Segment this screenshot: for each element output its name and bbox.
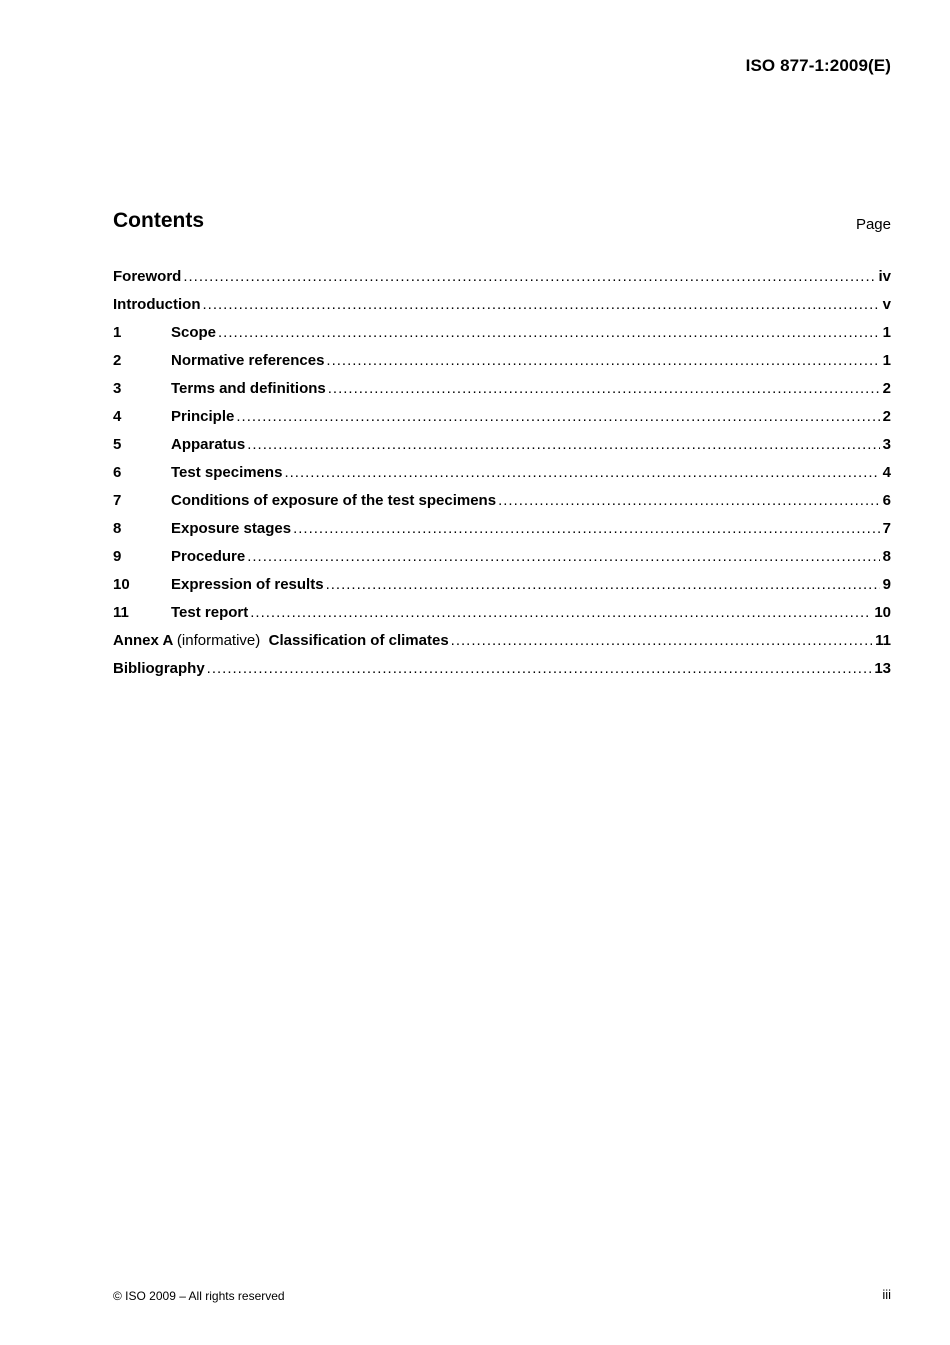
toc-entry-page: 10 xyxy=(874,604,891,621)
toc-entry-title: Exposure stages xyxy=(171,520,292,537)
toc-entry-number: 6 xyxy=(113,464,122,481)
toc-entry-page: v xyxy=(882,296,891,313)
toc-entry-page: 4 xyxy=(882,464,891,481)
toc-entry-test-specimens[interactable] xyxy=(113,464,891,492)
toc-entry-procedure[interactable] xyxy=(113,548,891,576)
toc-entry-title: Foreword xyxy=(113,268,182,285)
toc-entry-scope[interactable] xyxy=(113,324,891,352)
page-column-label: Page xyxy=(855,216,891,233)
dot-leader xyxy=(293,520,880,537)
toc-entry-number: 9 xyxy=(113,548,122,565)
toc-entry-page: 2 xyxy=(882,380,891,397)
toc-entry-number: 7 xyxy=(113,492,122,509)
copyright-notice: © ISO 2009 – All rights reserved xyxy=(113,1289,285,1303)
toc-entry-number: 5 xyxy=(113,436,122,453)
dot-leader xyxy=(451,632,872,649)
toc-entry-number: 2 xyxy=(113,352,122,369)
toc-entry-title: Terms and definitions xyxy=(171,380,326,397)
toc-entry-title: Procedure xyxy=(171,548,246,565)
toc-entry-exposure-stages[interactable] xyxy=(113,520,891,548)
document-id: ISO 877-1:2009(E) xyxy=(745,56,891,75)
toc-entry-number: 3 xyxy=(113,380,122,397)
toc-entry-page: 6 xyxy=(882,492,891,509)
toc-entry-page: iv xyxy=(878,268,891,285)
toc-entry-title: Test report xyxy=(171,604,249,621)
toc-entry-title: Normative references xyxy=(171,352,325,369)
page-number: iii xyxy=(882,1287,891,1302)
dot-leader xyxy=(218,324,880,341)
toc-entry-title: Scope xyxy=(171,324,217,341)
toc-entry-title xyxy=(113,632,449,649)
dot-leader xyxy=(247,436,879,453)
contents-heading: Contents xyxy=(113,209,204,232)
toc-entry-foreword[interactable] xyxy=(113,268,891,296)
dot-leader xyxy=(326,576,880,593)
toc-entry-page: 13 xyxy=(874,660,891,677)
dot-leader xyxy=(236,408,879,425)
toc-entry-page: 1 xyxy=(882,324,891,341)
toc-entry-title: Bibliography xyxy=(113,660,205,677)
dot-leader xyxy=(326,352,879,369)
toc-entry-conditions-of-exposure[interactable] xyxy=(113,492,891,520)
toc-entry-annex-a[interactable] xyxy=(113,632,891,660)
toc-entry-introduction[interactable] xyxy=(113,296,891,324)
toc-entry-number: 1 xyxy=(113,324,122,341)
toc-entry-title: Apparatus xyxy=(171,436,246,453)
dot-leader xyxy=(183,268,875,285)
toc-entry-normative-references[interactable] xyxy=(113,352,891,380)
toc-entry-title: Introduction xyxy=(113,296,201,313)
toc-entry-number: 11 xyxy=(113,604,129,621)
toc-entry-title: Test specimens xyxy=(171,464,283,481)
toc-entry-bibliography[interactable] xyxy=(113,660,891,688)
toc-entry-page: 1 xyxy=(882,352,891,369)
dot-leader xyxy=(498,492,880,509)
toc-entry-apparatus[interactable] xyxy=(113,436,891,464)
toc-entry-principle[interactable] xyxy=(113,408,891,436)
dot-leader xyxy=(284,464,879,481)
dot-leader xyxy=(247,548,879,565)
toc-entry-title: Conditions of exposure of the test specimens xyxy=(171,492,497,509)
toc-entry-page: 9 xyxy=(882,576,891,593)
dot-leader xyxy=(250,604,871,621)
toc-entry-page: 3 xyxy=(882,436,891,453)
annex-title: Classification of climates xyxy=(268,632,449,649)
toc-entry-page: 2 xyxy=(882,408,891,425)
toc-entry-terms-and-definitions[interactable] xyxy=(113,380,891,408)
toc-entry-number: 4 xyxy=(113,408,122,425)
dot-leader xyxy=(207,660,872,677)
dot-leader xyxy=(328,380,880,397)
dot-leader xyxy=(202,296,879,313)
table-of-contents xyxy=(113,268,891,688)
toc-entry-title: Expression of results xyxy=(171,576,324,593)
toc-entry-page: 8 xyxy=(882,548,891,565)
toc-entry-title: Principle xyxy=(171,408,235,425)
toc-entry-test-report[interactable] xyxy=(113,604,891,632)
toc-entry-number: 8 xyxy=(113,520,122,537)
toc-entry-expression-of-results[interactable] xyxy=(113,576,891,604)
toc-entry-number: 10 xyxy=(113,576,130,593)
annex-qualifier: (informative) xyxy=(176,632,261,649)
annex-prefix: Annex A xyxy=(113,632,173,649)
toc-entry-page: 11 xyxy=(875,632,891,649)
toc-entry-page: 7 xyxy=(882,520,891,537)
